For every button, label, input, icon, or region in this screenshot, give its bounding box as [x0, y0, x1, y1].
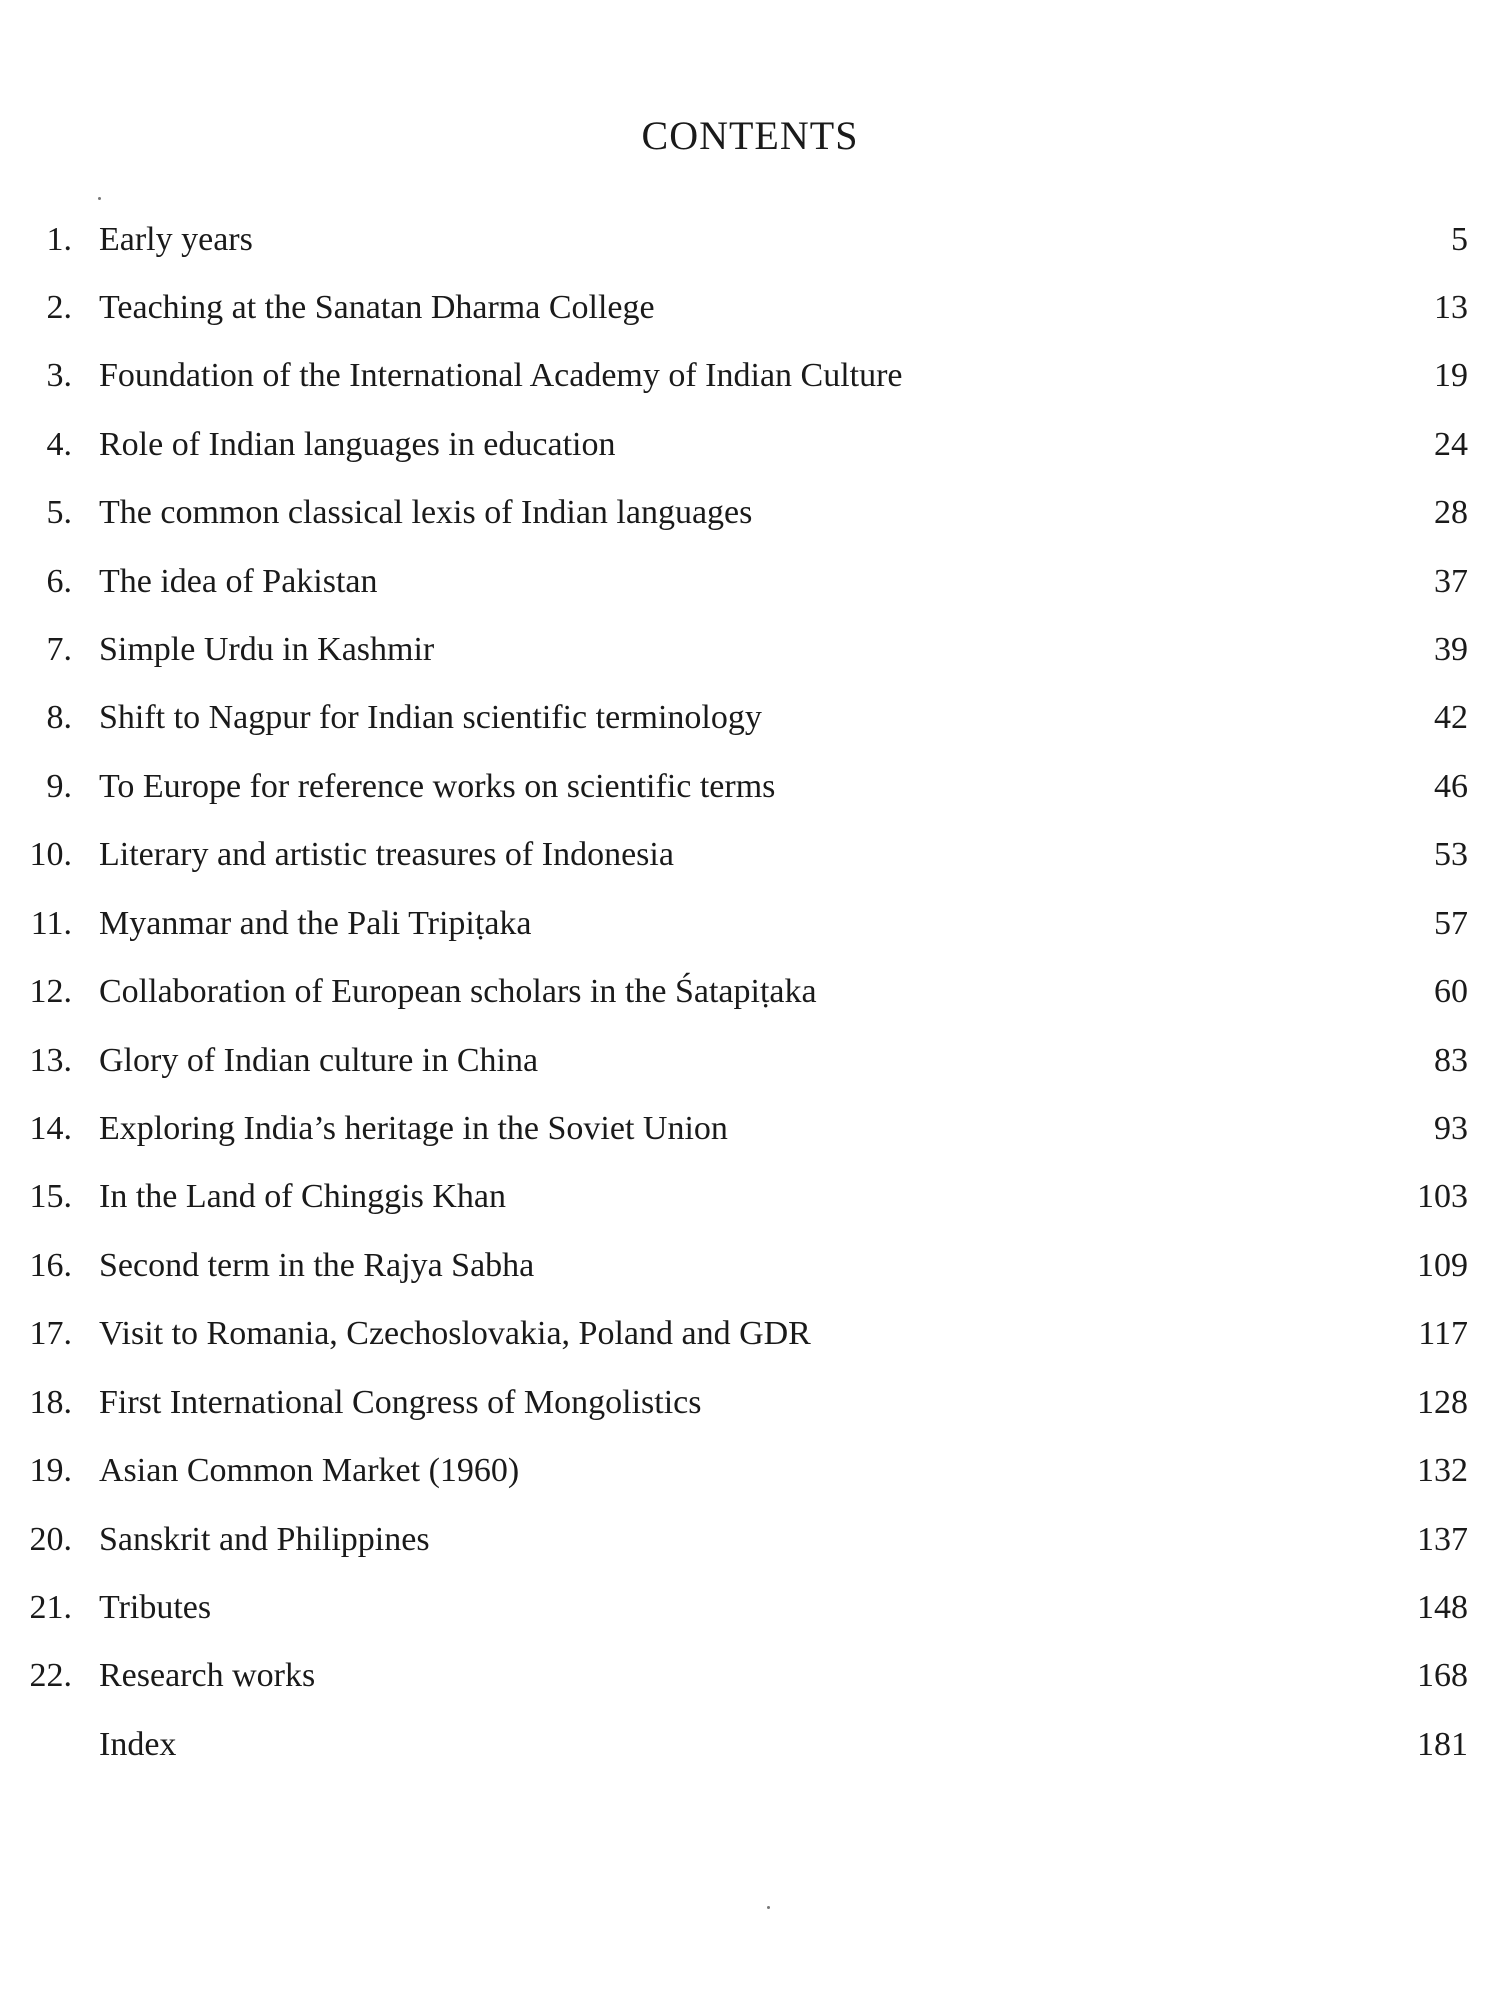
- entry-page: 5: [1451, 221, 1468, 258]
- entry-page: 42: [1434, 699, 1468, 736]
- entry-title: Second term in the Rajya Sabha: [99, 1247, 535, 1284]
- entry-page: 60: [1434, 973, 1468, 1010]
- toc-entry: [0, 1379, 1500, 1427]
- entry-page: 24: [1434, 426, 1468, 463]
- toc-entry: [0, 421, 1500, 469]
- scan-speck: [767, 1906, 770, 1909]
- toc-entry: [0, 1516, 1500, 1564]
- entry-title: Asian Common Market (1960): [99, 1452, 520, 1489]
- entry-page: 46: [1434, 768, 1468, 805]
- entry-page: 93: [1434, 1110, 1468, 1147]
- entry-number: 22.: [29, 1657, 72, 1694]
- toc-entry: [0, 1310, 1500, 1358]
- entry-number: 12.: [29, 973, 72, 1010]
- entry-number: 10.: [29, 836, 72, 873]
- entry-title: In the Land of Chinggis Khan: [99, 1178, 506, 1215]
- entry-title: Teaching at the Sanatan Dharma College: [99, 289, 655, 326]
- entry-title: Simple Urdu in Kashmir: [99, 631, 435, 668]
- toc-entry: [0, 1584, 1500, 1632]
- toc-entry: [0, 626, 1500, 674]
- entry-page: 28: [1434, 494, 1468, 531]
- entry-title: Tributes: [99, 1589, 212, 1626]
- entry-number: 2.: [46, 289, 72, 326]
- entry-page: 57: [1434, 905, 1468, 942]
- entry-title: To Europe for reference works on scientific terms: [99, 768, 776, 805]
- toc-entry: [0, 763, 1500, 811]
- entry-page: 148: [1417, 1589, 1468, 1626]
- toc-entry: [0, 1037, 1500, 1085]
- entry-number: 3.: [46, 357, 72, 394]
- entry-page: 109: [1417, 1247, 1468, 1284]
- entry-page: 19: [1434, 357, 1468, 394]
- entry-title: Shift to Nagpur for Indian scientific terminology: [99, 699, 762, 736]
- toc-entry-index: [0, 1721, 1500, 1769]
- entry-title: Glory of Indian culture in China: [99, 1042, 539, 1079]
- entry-title: The common classical lexis of Indian languages: [99, 494, 753, 531]
- entry-page: 117: [1418, 1315, 1468, 1352]
- entry-title: Role of Indian languages in education: [99, 426, 616, 463]
- entry-number: 8.: [46, 699, 72, 736]
- page-title: CONTENTS: [641, 113, 859, 158]
- entry-number: 9.: [46, 768, 72, 805]
- entry-title: Index: [99, 1726, 177, 1763]
- entry-number: 15.: [29, 1178, 72, 1215]
- entry-title: The idea of Pakistan: [99, 563, 378, 600]
- entry-page: 181: [1417, 1726, 1468, 1763]
- entry-page: 132: [1417, 1452, 1468, 1489]
- entry-title: Early years: [99, 221, 253, 258]
- entry-number: 13.: [29, 1042, 72, 1079]
- entry-page: 13: [1434, 289, 1468, 326]
- toc-entry: [0, 1447, 1500, 1495]
- entry-number: 7.: [46, 631, 72, 668]
- entry-title: Visit to Romania, Czechoslovakia, Poland and GDR: [99, 1315, 811, 1352]
- entry-title: Myanmar and the Pali Tripiṭaka: [99, 905, 532, 942]
- toc-entry: [0, 558, 1500, 606]
- entry-number: 14.: [29, 1110, 72, 1147]
- entry-number: 19.: [29, 1452, 72, 1489]
- scan-speck: [98, 197, 101, 200]
- toc-entry: [0, 489, 1500, 537]
- entry-number: 1.: [46, 221, 72, 258]
- entry-title: First International Congress of Mongolistics: [99, 1384, 702, 1421]
- entry-number: 11.: [30, 905, 72, 942]
- entry-page: 83: [1434, 1042, 1468, 1079]
- entry-title: Research works: [99, 1657, 316, 1694]
- entry-page: 53: [1434, 836, 1468, 873]
- toc-entry: [0, 216, 1500, 264]
- toc-entry: [0, 694, 1500, 742]
- toc-entry: [0, 831, 1500, 879]
- toc-entry: [0, 1652, 1500, 1700]
- toc-entry: [0, 352, 1500, 400]
- entry-title: Foundation of the International Academy of Indian Culture: [99, 357, 903, 394]
- entry-title: Literary and artistic treasures of Indonesia: [99, 836, 674, 873]
- entry-page: 128: [1417, 1384, 1468, 1421]
- toc-entry: [0, 284, 1500, 332]
- entry-title: Collaboration of European scholars in the Śatapiṭaka: [99, 973, 817, 1010]
- entry-number: 16.: [29, 1247, 72, 1284]
- entry-number: 6.: [46, 563, 72, 600]
- toc-entry: [0, 1173, 1500, 1221]
- entry-page: 103: [1417, 1178, 1468, 1215]
- toc-entry: [0, 900, 1500, 948]
- entry-page: 39: [1434, 631, 1468, 668]
- entry-page: 137: [1417, 1521, 1468, 1558]
- toc-entry: [0, 968, 1500, 1016]
- toc-entry: [0, 1242, 1500, 1290]
- entry-number: 21.: [29, 1589, 72, 1626]
- entry-number: 17.: [29, 1315, 72, 1352]
- entry-page: 168: [1417, 1657, 1468, 1694]
- entry-title: Sanskrit and Philippines: [99, 1521, 430, 1558]
- entry-number: 4.: [46, 426, 72, 463]
- entry-number: 5.: [46, 494, 72, 531]
- entry-number: 20.: [29, 1521, 72, 1558]
- entry-page: 37: [1434, 563, 1468, 600]
- entry-title: Exploring India’s heritage in the Soviet Union: [99, 1110, 728, 1147]
- entry-number: 18.: [29, 1384, 72, 1421]
- toc-entry: [0, 1105, 1500, 1153]
